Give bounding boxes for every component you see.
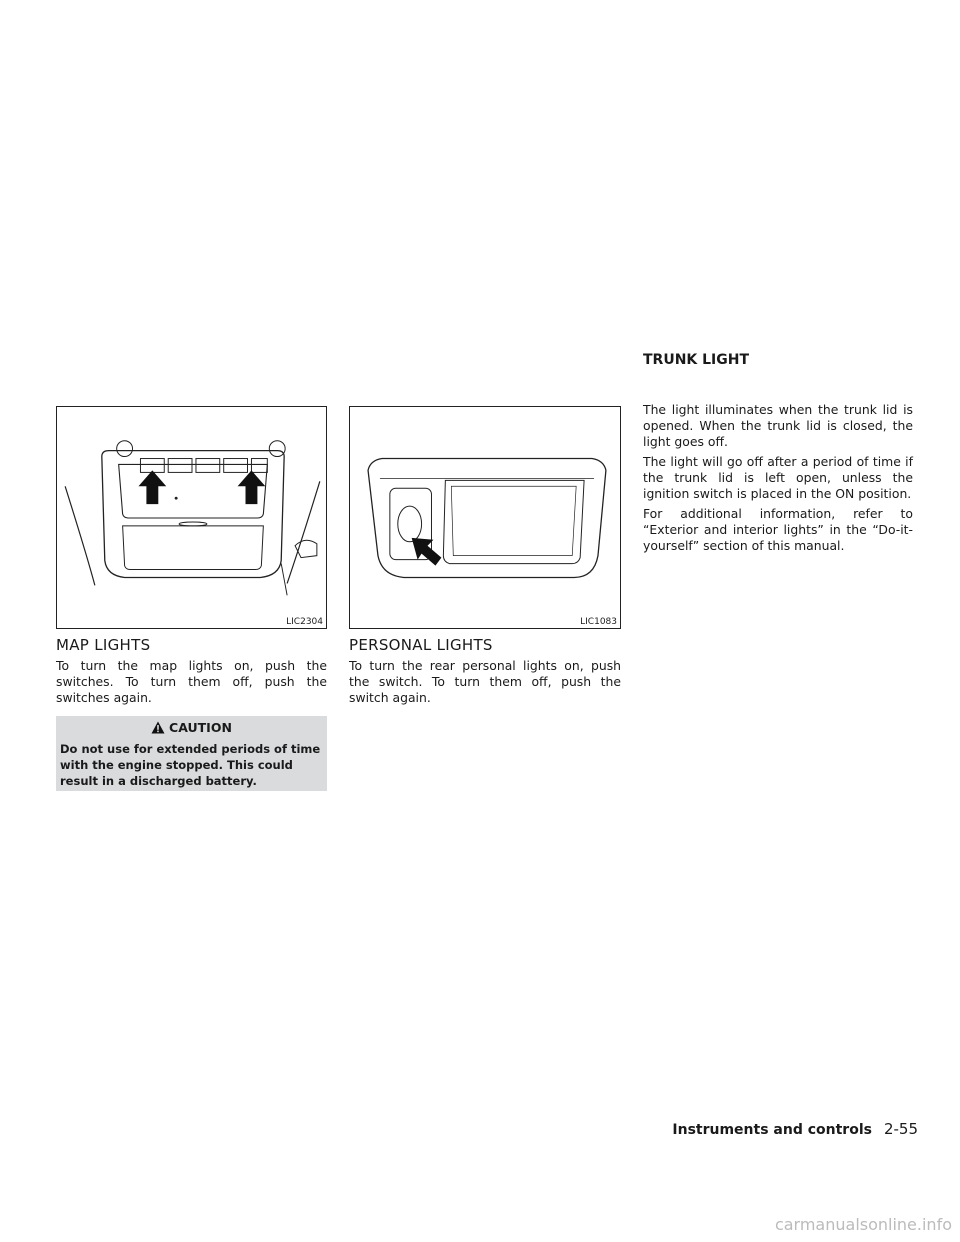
map-lights-illustration <box>57 407 326 628</box>
arrow-icon <box>138 470 166 504</box>
footer-section-title: Instruments and controls <box>672 1122 872 1138</box>
caution-label: CAUTION <box>169 720 232 735</box>
figure-code: LIC2304 <box>286 617 323 627</box>
trunk-light-paragraph-1: The light illuminates when the trunk lid is opened. When the trunk lid is closed, the light goes off. <box>643 402 913 449</box>
arrow-icon <box>412 538 442 566</box>
section-heading-trunk-light: TRUNK LIGHT <box>643 352 750 368</box>
caution-box <box>56 716 327 791</box>
personal-lights-figure <box>349 406 621 629</box>
caution-text: Do not use for extended periods of time with the engine stopped. This could result in a discharged battery. <box>60 742 321 788</box>
page-footer <box>672 1120 918 1138</box>
page-number: 2-55 <box>883 1120 918 1138</box>
section-heading-personal-lights: PERSONAL LIGHTS <box>349 636 493 654</box>
trunk-light-paragraph-3: For additional information, refer to “Exterior and interior lights” in the “Do-it-yourself” section of this manual. <box>643 506 913 553</box>
section-heading-map-lights: MAP LIGHTS <box>56 636 151 654</box>
arrow-icon <box>238 470 266 504</box>
personal-lights-illustration <box>350 407 620 628</box>
warning-icon <box>151 721 165 734</box>
personal-lights-paragraph: To turn the rear personal lights on, push the switch. To turn them off, push the switch again. <box>349 658 621 705</box>
map-lights-paragraph: To turn the map lights on, push the switches. To turn them off, push the switches again. <box>56 658 327 705</box>
watermark-text: carmanualsonline.info <box>774 1215 952 1234</box>
figure-code: LIC1083 <box>580 617 617 627</box>
map-lights-figure <box>56 406 327 629</box>
trunk-light-paragraph-2: The light will go off after a period of time if the trunk lid is left open, unless the ignition switch is placed in the ON position. <box>643 454 913 501</box>
caution-header <box>56 720 327 735</box>
